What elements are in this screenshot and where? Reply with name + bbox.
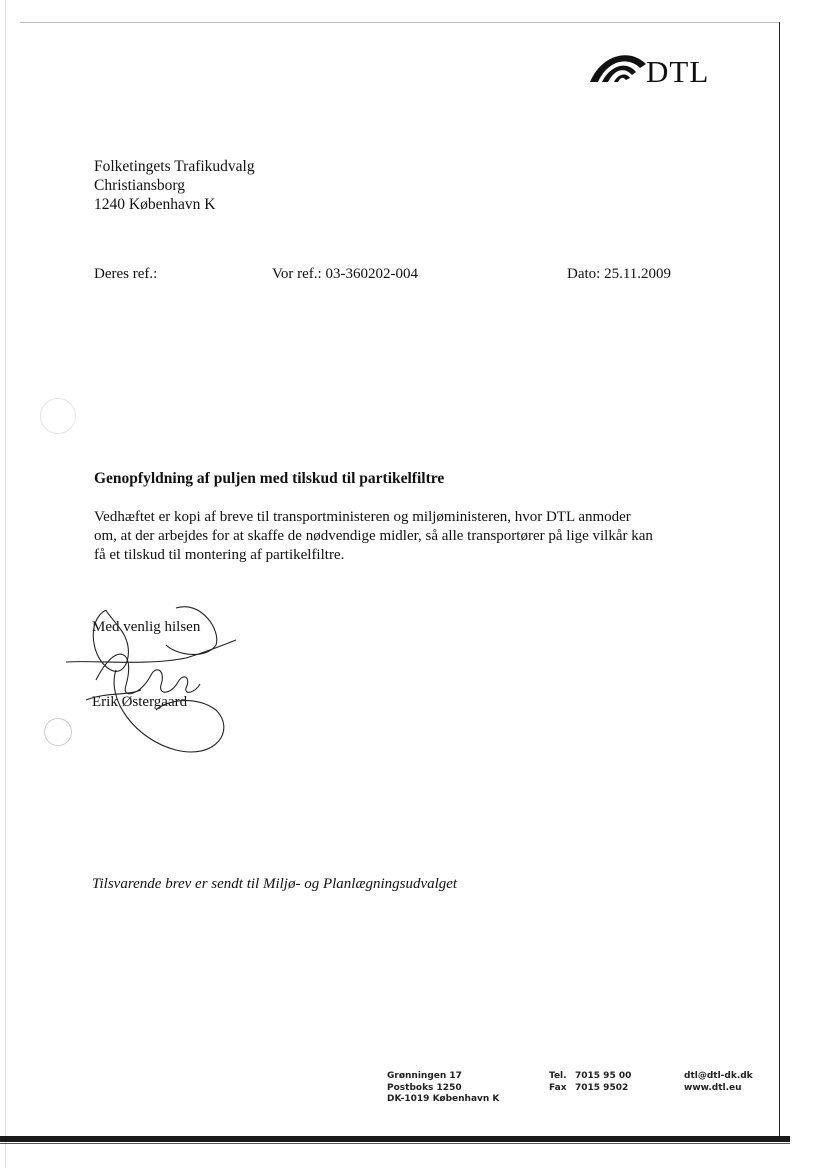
vor-ref: Vor ref.: 03-360202-004 bbox=[272, 266, 418, 282]
date: Dato: 25.11.2009 bbox=[567, 266, 672, 282]
body-line: Vedhæftet er kopi af breve til transportministeren og miljøministeren, hvor DTL anmoder bbox=[94, 509, 631, 525]
footer-email: dtl@dtl-dk.dk bbox=[684, 1071, 753, 1081]
scan-edge-left bbox=[5, 0, 6, 1168]
scan-edge-right bbox=[779, 22, 780, 1142]
letter-subject: Genopfyldning af puljen med tilskud til partikelfiltre bbox=[94, 470, 445, 487]
scan-bottom-bar bbox=[0, 1136, 790, 1142]
punch-hole bbox=[44, 718, 72, 746]
punch-hole bbox=[40, 398, 76, 434]
recipient-address bbox=[94, 157, 255, 214]
scan-edge-top bbox=[20, 22, 780, 23]
letter-body bbox=[94, 508, 694, 565]
deres-ref: Deres ref.: bbox=[94, 266, 158, 282]
footer-address bbox=[387, 1071, 499, 1106]
scan-bottom-line bbox=[0, 1143, 790, 1144]
closing-greeting: Med venlig hilsen bbox=[92, 619, 201, 635]
footer-phone bbox=[549, 1071, 631, 1094]
dtl-swoosh-icon bbox=[588, 44, 648, 90]
recipient-line: Christiansborg bbox=[94, 177, 185, 194]
cc-note: Tilsvarende brev er sendt til Miljø- og Planlægningsudvalget bbox=[92, 876, 458, 892]
recipient-line: Folketingets Trafikudvalg bbox=[94, 158, 255, 175]
tel-label: Tel. bbox=[549, 1071, 567, 1081]
body-line: få et tilskud til montering af partikelfiltre. bbox=[94, 547, 345, 563]
fax-label: Fax bbox=[549, 1082, 567, 1093]
footer-address-line: Postboks 1250 bbox=[387, 1082, 462, 1093]
tel-number: 7015 95 00 bbox=[575, 1071, 632, 1081]
footer-website: www.dtl.eu bbox=[684, 1082, 742, 1093]
footer-address-line: DK-1019 København K bbox=[387, 1094, 500, 1104]
fax-number: 7015 9502 bbox=[575, 1082, 629, 1093]
handwritten-signature bbox=[66, 600, 241, 770]
logo-text: DTL bbox=[646, 54, 710, 89]
footer-address-line: Grønningen 17 bbox=[387, 1071, 462, 1081]
body-line: om, at der arbejdes for at skaffe de nødvendige midler, så alle transportører på lige vilkår kan bbox=[94, 528, 653, 544]
footer-web bbox=[684, 1071, 753, 1094]
signer-name: Erik Østergaard bbox=[92, 694, 188, 710]
recipient-line: 1240 København K bbox=[94, 196, 216, 213]
dtl-logo bbox=[588, 44, 738, 90]
